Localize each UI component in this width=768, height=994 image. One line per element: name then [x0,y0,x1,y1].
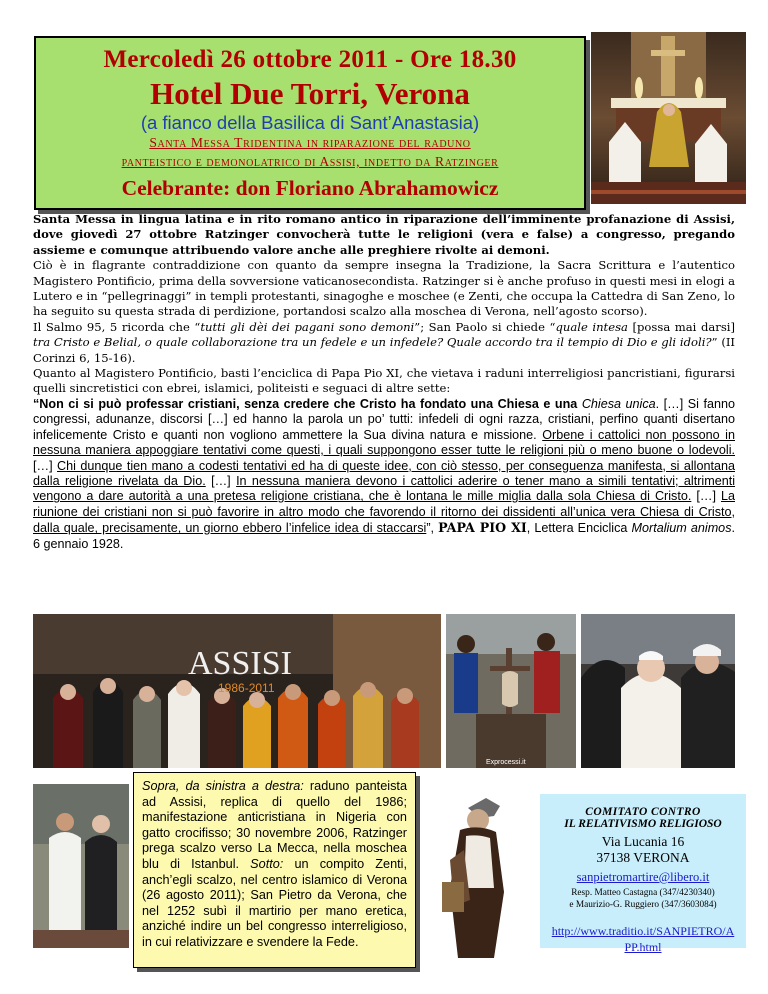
committee-contact-1: Resp. Matteo Castagna (347/4230340) [571,888,715,898]
caption-text-2: un compito Zenti, anch’egli scalzo, nel centro islamico di Verona (26 agosto 2011); San Pietro da Verona, che nel 1252 subì il martirio per mano eretica, anziché indire un bel congresso interreligioso, in cui relativizzare e svendere la Fede. [142,856,407,949]
caption-lead: Sopra, da sinistra a destra: [142,779,304,793]
nigeria-photo [446,614,576,768]
q-15: . 6 gennaio 1928. [33,521,735,551]
p3-d: quale intesa [555,319,628,334]
subtitle-line-1: Santa Messa Tridentina in riparazione del raduno [149,135,471,150]
committee-city: 37138 VERONA [596,850,690,865]
nigeria-photo-image [446,614,576,768]
q-10: La riunione dei cristiani non si può favorire in altro modo che favorendo il ritorno dei dissidenti all’unica vera Chiesa di Cristo, dalla quale, precisamente, un giorno ebbero l’infelice idea di staccarsi [33,489,735,536]
zenti-photo-image [33,784,129,948]
q-13: , Lettera Enciclica [526,521,632,536]
istanbul-photo-image [581,614,735,768]
q-4: Orbene i cattolici non possono in nessuna maniera appoggiare tentativi come questi, i quali suppongono esser tutte le religioni più o meno buone o lodevoli. [33,427,735,458]
paragraph-1 [33,212,735,258]
committee-contact-2: e Maurizio-G. Ruggiero (347/3603084) [569,900,717,910]
body-text [33,212,735,552]
paragraph-1-text: Santa Messa in lingua latina e in rito romano antico in riparazione dell’imminente profanazione di Assisi, dove giovedì 27 ottobre Ratzinger convocherà tutte le religioni (vera e false) a congresso, pregando assieme e comunque attribuendo valore anche alle preghiere rivolte ai demoni. [33,212,735,257]
venue-note: (a fianco della Basilica di Sant’Anastasia) [140,112,480,133]
assisi-title: ASSISI [188,645,292,682]
header-box [34,36,586,210]
p3-e: [possa mai darsi] [627,319,736,334]
q-9: […] [691,489,721,504]
paragraph-3 [33,320,735,366]
committee-website-link[interactable]: http://www.traditio.it/SANPIETRO/APP.html [551,924,735,954]
celebrant: Celebrante: don Floriano Abrahamowicz [121,176,499,200]
caption-lead-2: Sotto: [250,856,284,871]
saint-peter-photo [420,790,534,958]
encyclical-quote [33,397,735,552]
assisi-years: 1986-2011 [218,681,275,695]
mass-photo-image [591,32,746,204]
zenti-photo [33,784,129,948]
q-12: PAPA PIO XI [438,520,527,536]
p3-c: ”; San Paolo si chiede “ [414,319,556,334]
q-2: Chiesa unica [581,396,656,411]
q-6: Chi dunque tien mano a codesti tentativi ed ha di queste idee, con ciò stesso, per conseguenza manifesta, si allontana dalla religione rivelata da Dio. [33,458,735,488]
q-11: ”, [426,521,439,536]
committee-email-link[interactable]: sanpietromartire@libero.it [576,870,710,884]
assisi-photo [33,614,441,768]
committee-title-1: COMITATO CONTRO [585,806,701,818]
paragraph-4: Quanto al Magistero Pontificio, basti l’enciclica di Papa Pio XI, che vietava i raduni interreligiosi pancristiani, figurarsi quelli sincretistici con ebrei, islamici, politeisti e seguaci di altre sette: [33,366,735,396]
q-7: […] [205,473,237,488]
q-8: In nessuna maniera devono i cattolici aderire o tener mano a simili tentativi; altrimenti vengono a dare autorità a una pretesa religione cristiana, che è lontana le mille miglia dalla sola Chiesa di Cristo. [33,473,736,504]
assisi-photo-image [33,614,441,768]
p3-a: Il Salmo 95, 5 ricorda che “ [33,319,201,334]
event-venue: Hotel Due Torri, Verona [150,76,470,111]
saint-peter-image [420,790,534,958]
istanbul-photo [581,614,735,768]
mass-photo [591,32,746,204]
caption-text-1: raduno panteista ad Assisi, replica di quello del 1986; manifestazione anticristiana in Nigeria con gatto crocifisso; 30 novembre 2006, Ratzinger prega scalzo verso La Mecca, nella moschea blu di Istanbul. [142,779,407,871]
q-1: “Non ci si può professar cristiani, senza credere che Cristo ha fondato una Chiesa e una [33,396,582,411]
committee-address: Via Lucania 16 [601,834,685,849]
paragraph-2: Ciò è in flagrante contraddizione con quanto da sempre insegna la Tradizione, la Sacra Scrittura e l’autentico Magistero Pontificio, prima della sovversione vaticanosecondista. Ratzinger si è anche profuso in questi mesi in elogi a Lutero e in “pellegrinaggi” in templi protestanti, sinagoghe e moschee (e Zenti, che occupa la Cattedra di San Zeno, lo ha seguito su questa strada di perdizione, portandosi scalzo alla moschea di Verona, nell’agosto scorso). [33,258,735,319]
p3-b: tutti gli dèi dei pagani sono demoni [200,319,415,334]
committee-title-2: IL RELATIVISMO RELIGIOSO [564,818,722,830]
q-3: . […] Si fanno congressi, adunanze, discorsi […] ed hanno la parola un po’ tutti: infedeli di ogni razza, cristiani, perfino quanti disertano infelicemente Cristo e quanti non vogliono ammettere la Sua divina natura e missione. [33,396,736,442]
p3-f: tra Cristo e Belial, o quale collaborazione tra un fedele e un infedele? Quale accordo tra il tempio di Dio e gli idoli? [33,335,712,350]
subtitle-line-2: panteistico e demonolatrico di Assisi, indetto da Ratzinger [121,154,499,169]
q-14: Mortalium animos [631,521,732,536]
photo-watermark: Exprocessi.it [486,759,526,766]
photo-caption [133,772,416,968]
event-date: Mercoledì 26 ottobre 2011 - Ore 18.30 [103,46,517,73]
p3-g: ” (II Corinzi 6, 15-16). [33,335,736,365]
q-5: […] [33,458,58,473]
committee-box [540,794,746,954]
